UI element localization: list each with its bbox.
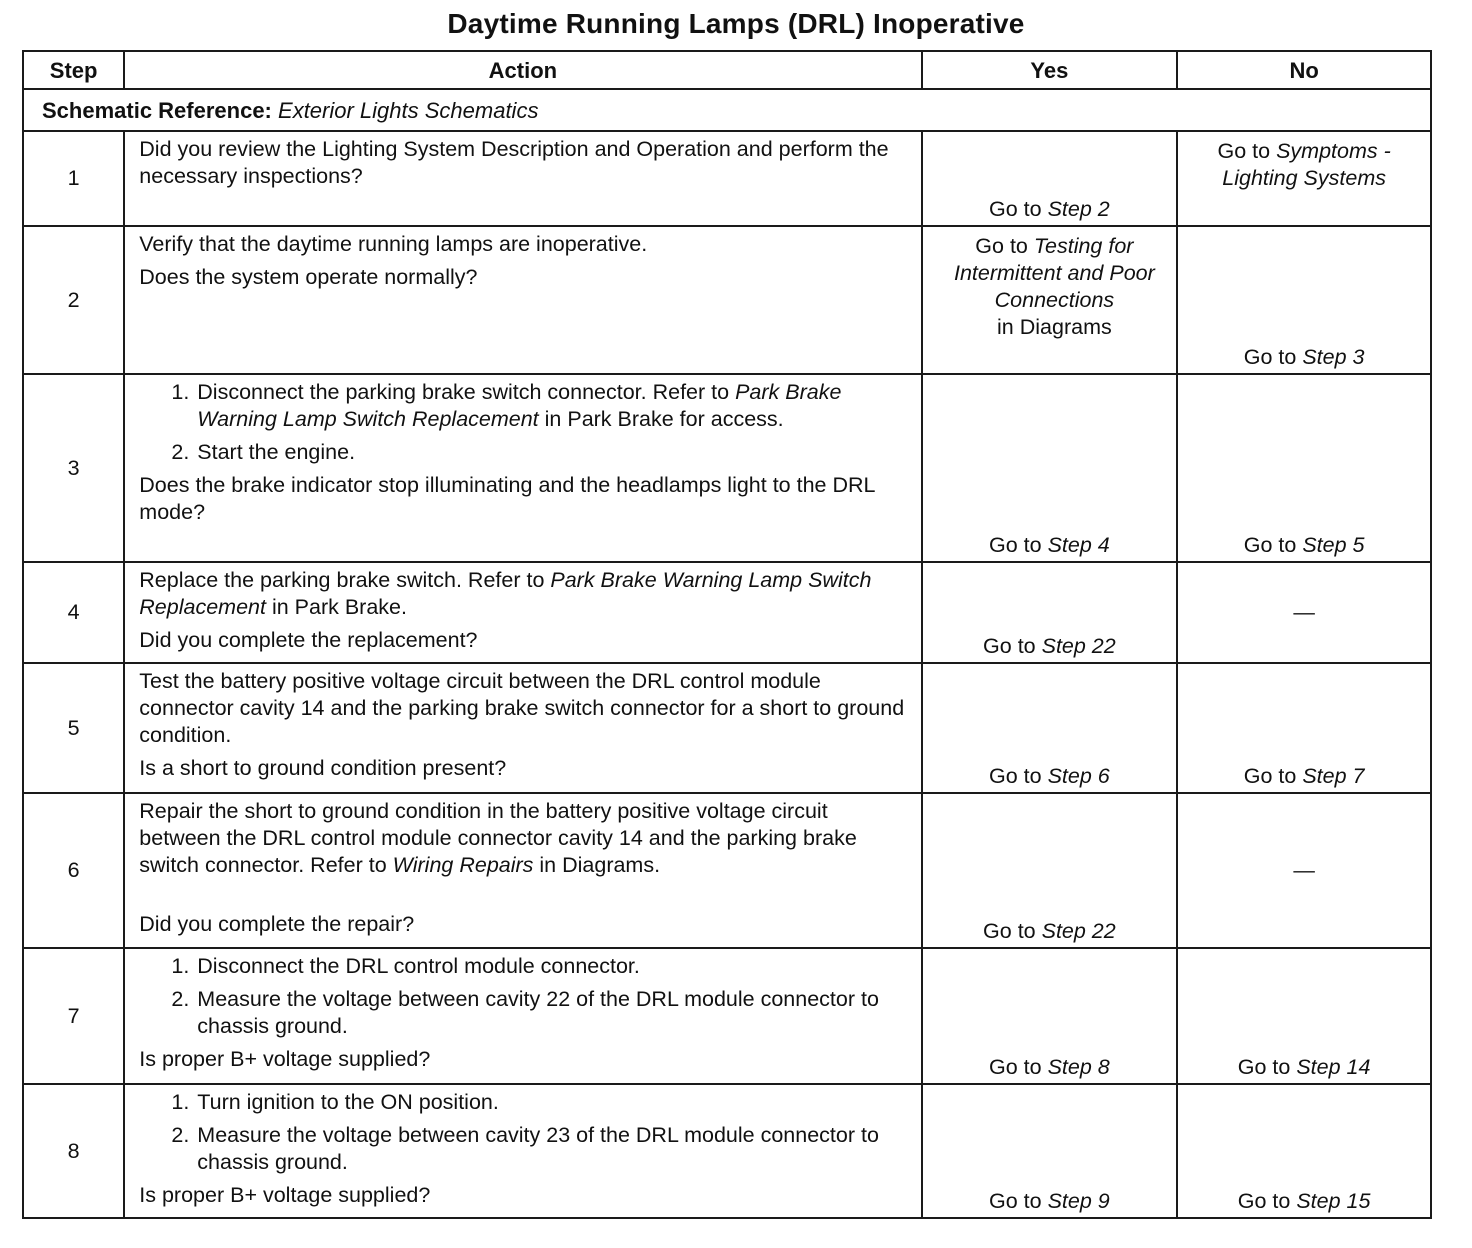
action-question: Does the brake indicator stop illuminating and the headlamps light to the DRL mode? (139, 473, 875, 524)
no-cell (1177, 663, 1431, 793)
step-number: 8 (23, 1084, 124, 1218)
action-link[interactable]: Wiring Repairs (392, 853, 534, 877)
action-text: Verify that the daytime running lamps are inoperative. (139, 232, 648, 256)
header-row (23, 51, 1431, 89)
yes-cell (922, 793, 1178, 948)
action-question: Did you complete the replacement? (139, 628, 478, 652)
yes-prefix: Go to (983, 634, 1042, 658)
schematic-reference (23, 89, 1431, 131)
action-question: Is proper B+ voltage supplied? (139, 1183, 431, 1207)
yes-link[interactable]: Step 6 (1047, 764, 1110, 788)
procedure-text: Start the engine. (197, 440, 356, 464)
action-text (139, 567, 912, 621)
table-row (23, 793, 1431, 948)
document-title: Daytime Running Lamps (DRL) Inoperative (447, 8, 1025, 39)
action-cell (124, 562, 921, 663)
procedure-item (195, 986, 912, 1040)
procedure-text: Turn ignition to the ON position. (197, 1090, 499, 1114)
yes-link[interactable]: Step 8 (1047, 1055, 1110, 1079)
header-no: No (1177, 51, 1431, 89)
procedure-list (139, 953, 912, 1040)
action-cell (124, 226, 921, 374)
no-cell (1177, 131, 1431, 226)
no-prefix: Go to (1237, 1189, 1297, 1213)
action-text (139, 798, 912, 879)
yes-cell (922, 226, 1178, 374)
action-cell (124, 663, 921, 793)
header-step: Step (23, 51, 124, 89)
procedure-item (195, 953, 912, 980)
yes-answer (923, 196, 1177, 225)
table-row (23, 562, 1431, 663)
no-prefix: Go to (1243, 345, 1303, 369)
no-answer (1178, 1188, 1430, 1217)
procedure-item (195, 439, 912, 466)
yes-answer (923, 532, 1177, 561)
yes-answer (923, 918, 1177, 947)
action-cell (124, 948, 921, 1084)
yes-link[interactable]: Step 22 (1041, 634, 1116, 658)
yes-answer (923, 233, 1177, 341)
no-cell (1177, 1084, 1431, 1218)
action-question: Is proper B+ voltage supplied? (139, 1047, 431, 1071)
no-answer (1178, 1054, 1430, 1083)
yes-answer (923, 1188, 1177, 1217)
yes-cell (922, 131, 1178, 226)
yes-answer (923, 633, 1177, 662)
step-number: 1 (23, 131, 124, 226)
step-number: 7 (23, 948, 124, 1084)
no-answer (1178, 138, 1430, 192)
schematic-reference-label: Schematic Reference: (42, 97, 272, 123)
no-cell (1177, 562, 1431, 663)
no-prefix: Go to (1237, 1055, 1297, 1079)
no-prefix: Go to (1217, 139, 1277, 163)
no-link[interactable]: Step 3 (1302, 345, 1365, 369)
no-answer (1178, 532, 1430, 561)
action-cell (124, 374, 921, 562)
action-cell (124, 1084, 921, 1218)
action-cell (124, 793, 921, 948)
no-answer-dash: — (1293, 600, 1315, 624)
yes-prefix: Go to (989, 197, 1048, 221)
no-answer (1178, 344, 1430, 373)
table-row (23, 948, 1431, 1084)
no-cell (1177, 374, 1431, 562)
procedure-text: Disconnect the parking brake switch connector. Refer to (197, 380, 736, 404)
action-text: Test the battery positive voltage circuit between the DRL control module connector cavity 14 and the parking brake switch connector for a short to ground condition. (139, 669, 905, 747)
step-number: 3 (23, 374, 124, 562)
yes-cell (922, 948, 1178, 1084)
table-row (23, 663, 1431, 793)
yes-link[interactable]: Step 4 (1047, 533, 1110, 557)
action-text: Did you review the Lighting System Description and Operation and perform the necessary inspections? (139, 137, 889, 188)
procedure-item (195, 1089, 912, 1116)
procedure-list (139, 379, 912, 466)
no-link[interactable]: Step 5 (1302, 533, 1365, 557)
procedure-item (195, 1122, 912, 1176)
no-link[interactable]: Step 14 (1296, 1055, 1371, 1079)
yes-prefix: Go to (983, 919, 1042, 943)
yes-answer (923, 763, 1177, 792)
header-yes: Yes (922, 51, 1178, 89)
table-row (23, 226, 1431, 374)
action-question: Did you complete the repair? (139, 912, 415, 936)
procedure-item (195, 379, 912, 433)
yes-prefix: Go to (975, 234, 1034, 258)
no-prefix: Go to (1243, 533, 1303, 557)
yes-link[interactable]: Step 22 (1041, 919, 1116, 943)
procedure-text: Measure the voltage between cavity 22 of the DRL module connector to chassis ground. (197, 987, 879, 1038)
yes-suffix: in Diagrams (997, 315, 1112, 339)
no-link[interactable]: Step 15 (1296, 1189, 1371, 1213)
yes-answer (923, 1054, 1177, 1083)
action-text-part: Repair the short to ground condition in the battery positive voltage circuit between the DRL control module connector cavity 14 and the parking brake switch connector. Refer to (139, 799, 857, 877)
action-cell (124, 131, 921, 226)
procedure-text: in Park Brake for access. (538, 407, 784, 431)
no-prefix: Go to (1243, 764, 1303, 788)
yes-prefix: Go to (989, 533, 1048, 557)
diagnostic-table (22, 50, 1432, 1219)
no-link[interactable]: Step 7 (1302, 764, 1365, 788)
yes-cell (922, 374, 1178, 562)
step-number: 5 (23, 663, 124, 793)
action-question: Is a short to ground condition present? (139, 756, 507, 780)
procedure-text: Measure the voltage between cavity 23 of the DRL module connector to chassis ground. (197, 1123, 879, 1174)
yes-prefix: Go to (989, 764, 1048, 788)
no-answer-dash: — (1293, 858, 1315, 882)
no-cell (1177, 226, 1431, 374)
no-answer (1178, 763, 1430, 792)
action-text-part: in Diagrams. (533, 853, 661, 877)
yes-prefix: Go to (989, 1055, 1048, 1079)
step-number: 6 (23, 793, 124, 948)
yes-link[interactable]: Step 9 (1047, 1189, 1110, 1213)
yes-cell (922, 1084, 1178, 1218)
yes-link[interactable]: Testing for Intermittent and Poor Connections (954, 234, 1155, 312)
header-action: Action (124, 51, 921, 89)
yes-prefix: Go to (989, 1189, 1048, 1213)
no-link[interactable]: Symptoms - Lighting Systems (1222, 139, 1391, 190)
step-number: 2 (23, 226, 124, 374)
action-question: Does the system operate normally? (139, 265, 478, 289)
action-text-part: in Park Brake. (265, 595, 407, 619)
table-row (23, 374, 1431, 562)
yes-cell (922, 562, 1178, 663)
action-text-part: Replace the parking brake switch. Refer to (139, 568, 551, 592)
yes-cell (922, 663, 1178, 793)
schematic-reference-link[interactable]: Exterior Lights Schematics (278, 97, 539, 123)
table-row (23, 131, 1431, 226)
procedure-text: Disconnect the DRL control module connector. (197, 954, 640, 978)
table-row (23, 1084, 1431, 1218)
schematic-reference-row (23, 89, 1431, 131)
no-cell (1177, 948, 1431, 1084)
yes-link[interactable]: Step 2 (1047, 197, 1110, 221)
step-number: 4 (23, 562, 124, 663)
procedure-link[interactable]: Park Brake Warning Lamp Switch Replacement (197, 380, 842, 431)
procedure-list (139, 1089, 912, 1176)
action-link[interactable]: Park Brake Warning Lamp Switch Replacement (139, 568, 872, 619)
no-cell (1177, 793, 1431, 948)
